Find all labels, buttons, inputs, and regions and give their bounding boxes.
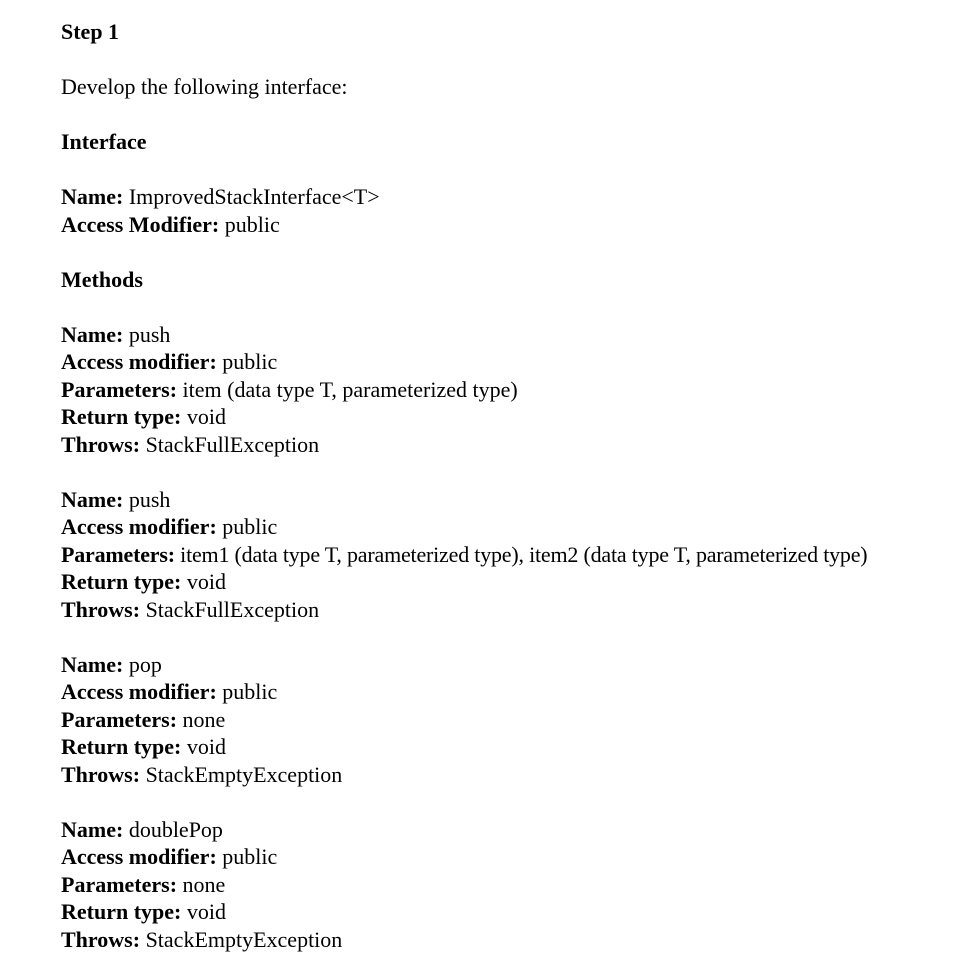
- spacer: [61, 788, 978, 816]
- interface-name: [61, 183, 978, 211]
- method-name: Name: doublePop: [61, 816, 223, 842]
- method-access: Access modifier: public: [61, 679, 278, 704]
- method-params: Parameters: none: [61, 871, 226, 897]
- spacer: [61, 101, 978, 129]
- method-block-push-two: [61, 486, 978, 624]
- interface-name-value: ImprovedStackInterface<T>: [128, 184, 380, 209]
- method-name: Name: push: [61, 486, 171, 512]
- method-params: Parameters: item1 (data type T, parameterized type), item2 (data type T, parameterized type): [61, 541, 868, 567]
- spacer: [61, 238, 978, 266]
- method-throws: Throws: StackFullException: [61, 431, 320, 457]
- interface-access: [61, 211, 978, 239]
- intro-text: Develop the following interface:: [61, 74, 348, 99]
- method-access: Access modifier: public: [61, 514, 278, 539]
- spacer: [61, 623, 978, 651]
- spacer: [61, 46, 978, 74]
- interface-heading: Interface: [61, 129, 147, 154]
- method-params: Parameters: item (data type T, parameterized type): [61, 376, 518, 402]
- method-params: Parameters: none: [61, 706, 226, 732]
- interface-access-value: public: [224, 211, 280, 237]
- method-access: Access modifier: public: [61, 844, 278, 869]
- methods-heading: Methods: [61, 266, 143, 292]
- method-return: Return type: void: [61, 899, 226, 924]
- document-page: [61, 18, 978, 953]
- spacer: [61, 156, 978, 184]
- method-return: Return type: void: [61, 569, 226, 594]
- method-block-pop: [61, 651, 978, 789]
- step-heading: Step 1: [61, 19, 120, 44]
- method-return: Return type: void: [61, 404, 226, 429]
- method-throws: Throws: StackFullException: [61, 596, 320, 622]
- method-name: Name: pop: [61, 651, 162, 677]
- method-block-doublepop: [61, 816, 978, 954]
- method-throws: Throws: StackEmptyException: [61, 926, 343, 952]
- spacer: [61, 293, 978, 321]
- interface-name-label: Name:: [61, 184, 124, 209]
- method-return: Return type: void: [61, 734, 226, 759]
- method-block-push: [61, 321, 978, 459]
- method-access: Access modifier: public: [61, 349, 278, 374]
- spacer: [61, 458, 978, 486]
- method-name: Name: push: [61, 321, 171, 347]
- interface-access-label: Access Modifier:: [61, 211, 220, 237]
- method-throws: Throws: StackEmptyException: [61, 761, 343, 787]
